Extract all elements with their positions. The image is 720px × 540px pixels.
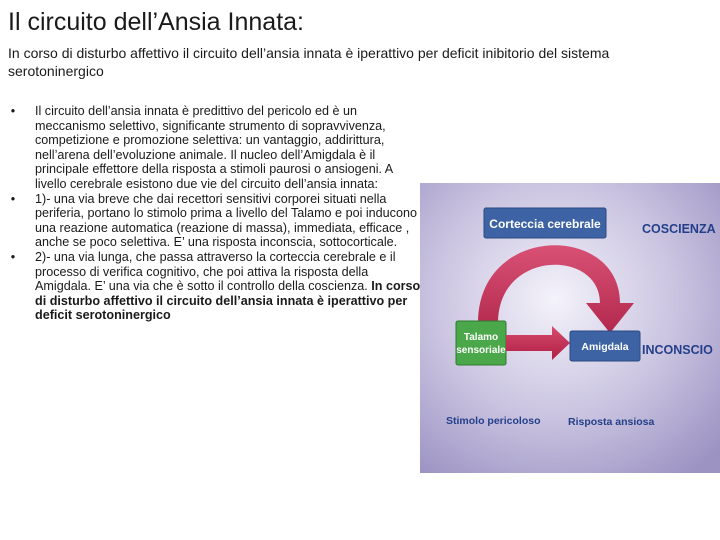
bullet-text: 1)- una via breve che dai recettori sensitivi corporei situati nella periferia, portano lo stimolo prima a livello del Talamo e poi inducono una reazione automatica (reazione di massa), immediata, efficace , anche se poco selettiva. E’ una risposta inconscia, sottocorticale. [35,191,417,250]
bullet-list [8,104,424,323]
bullet-text: Il circuito dell’ansia innata è predittivo del pericolo ed è un meccanismo selettivo, significante strumento di sopravvivenza, competizione e promozione selettiva: un vantaggio, addirittura, nell’arena dell’evoluzione animale. Il nucleo dell’Amigdala è il principale effettore della risposta a stimoli paurosi o ansiogeni. A livello cerebrale esistono due vie del circuito dell’ansia innata: [35,104,393,191]
bullet-item [8,250,424,323]
consciousness-label: COSCIENZA [642,222,716,236]
anxiety-circuit-diagram [420,183,720,473]
bullet-text-emphasis: In corso di disturbo affettivo il circuito dell’ansia innata è iperattivo per deficit serotoninergico [35,279,421,323]
bullet-item [8,104,424,192]
bullet-marker: • [10,104,16,118]
stimulus-label: Stimolo pericoloso [446,415,541,427]
cortex-label: Corteccia cerebrale [489,217,601,231]
response-label: Risposta ansiosa [568,416,655,428]
thalamus-label-line2: sensoriale [456,345,506,356]
bullet-marker: • [10,249,16,264]
thalamus-box [456,321,506,365]
unconscious-label: INCONSCIO [642,343,713,357]
page-subtitle: In corso di disturbo affettivo il circuito dell’ansia innata è iperattivo per deficit inibitorio del sistema serotoninergico [8,45,610,79]
bullet-marker: • [10,191,16,206]
bullet-text: 2)- una via lunga, che passa attraverso la corteccia cerebrale e il processo di verifica cognitivo, che poi attiva la risposta della Amigdala. E’ una via che è sotto il controllo della coscienza. [35,249,396,294]
amygdala-label: Amigdala [581,341,629,353]
bullet-item [8,192,424,250]
page-title: Il circuito dell’Ansia Innata: [8,8,304,36]
thalamus-label-line1: Talamo [463,332,499,343]
